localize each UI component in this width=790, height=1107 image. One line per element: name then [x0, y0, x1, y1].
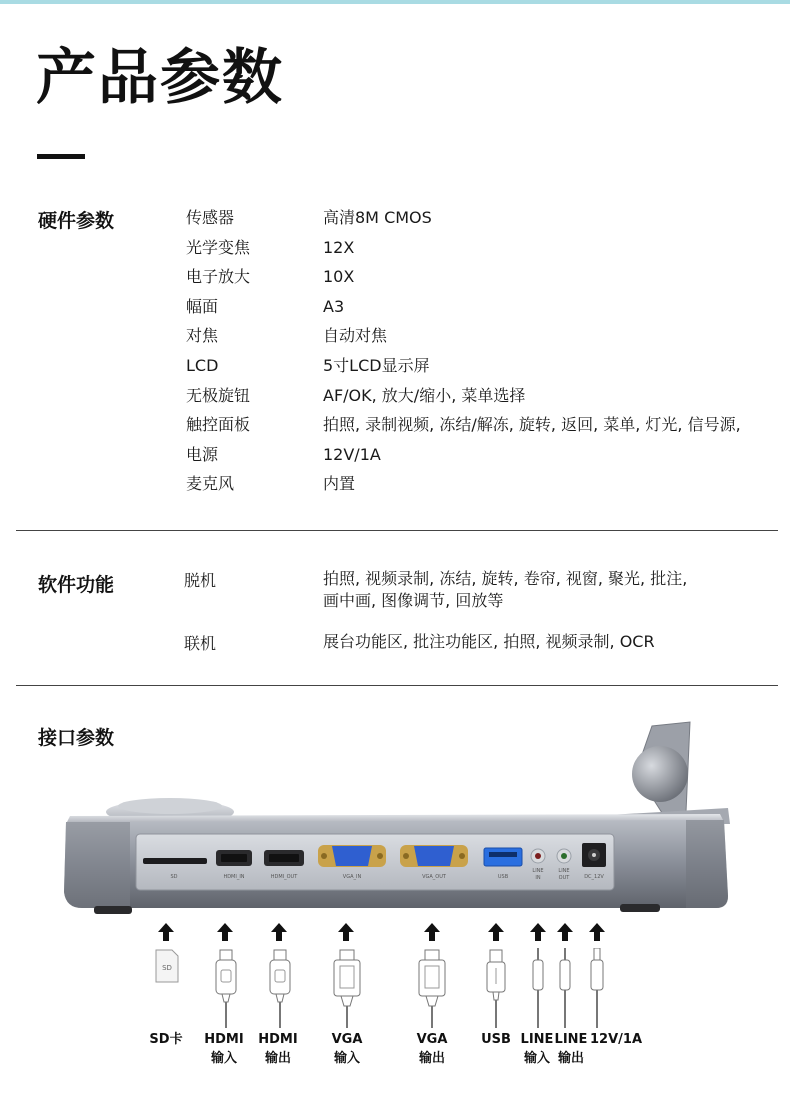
page-title: 产品参数	[36, 43, 284, 113]
spec-label: LCD	[186, 355, 219, 375]
port-caption-line1: VGA	[416, 1032, 448, 1047]
port-caption-line1: VGA	[331, 1032, 363, 1047]
port-caption-line1: HDMI	[258, 1032, 298, 1047]
port-caption-line1: LINE	[520, 1032, 554, 1047]
sd-card-icon	[152, 948, 180, 988]
arrow-up-icon	[215, 922, 235, 946]
spec-row	[186, 262, 776, 292]
arrow-up-icon	[587, 922, 607, 946]
spec-row	[186, 381, 776, 411]
spec-value: AF/OK, 放大/缩小, 菜单选择	[323, 385, 526, 405]
panel-label-vga-out: VGA_OUT	[422, 874, 446, 880]
hardware-spec-list	[186, 203, 776, 499]
dc-power-plug-icon	[588, 948, 606, 1032]
panel-label-dc: DC_12V	[584, 874, 604, 880]
panel-label-sd: SD	[170, 874, 178, 880]
audio-jack-icon	[556, 948, 574, 1032]
hdmi-cable-icon	[267, 948, 293, 1032]
hardware-heading: 硬件参数	[38, 210, 115, 232]
port-caption-line1: SD卡	[149, 1032, 183, 1047]
spec-value: 拍照, 录制视频, 冻结/解冻, 旋转, 返回, 菜单, 灯光, 信号源,	[323, 415, 741, 435]
port-caption-vga-out	[411, 1030, 453, 1068]
panel-label-line-out-1: LINE	[558, 868, 570, 874]
spec-row	[186, 440, 776, 470]
panel-label-line-in-1: LINE	[532, 868, 544, 874]
port-caption-line2: 输出	[557, 1051, 584, 1066]
port-caption-line1: USB	[481, 1032, 511, 1047]
port-caption-line-in	[519, 1030, 555, 1068]
spec-value: 高清8M CMOS	[323, 208, 432, 227]
spec-label: 麦克风	[186, 474, 235, 494]
spec-label: 电子放大	[186, 267, 251, 287]
spec-label: 光学变焦	[186, 237, 251, 257]
software-online-text: 展台功能区, 批注功能区, 拍照, 视频录制, OCR	[323, 632, 655, 651]
software-offline-label: 脱机	[184, 571, 217, 590]
spec-label: 触控面板	[186, 415, 251, 435]
spec-label: 传感器	[186, 208, 235, 227]
interface-heading: 接口参数	[38, 727, 115, 749]
port-caption-sd	[146, 1030, 186, 1049]
port-caption-vga-in	[326, 1030, 368, 1068]
panel-label-hdmi-in: HDMI_IN	[223, 874, 245, 880]
spec-value: 自动对焦	[323, 326, 388, 346]
panel-label-line-out-2: OUT	[558, 875, 570, 881]
vga-cable-icon	[416, 948, 448, 1032]
spec-value: 内置	[323, 474, 356, 494]
port-caption-line2: 输出	[264, 1051, 291, 1066]
top-accent-strip	[0, 0, 790, 4]
spec-value: 5寸LCD显示屏	[323, 355, 430, 375]
spec-value: A3	[323, 296, 345, 316]
spec-row	[186, 351, 776, 381]
spec-value: 12V/1A	[323, 444, 381, 464]
software-offline-line1: 拍照, 视频录制, 冻结, 旋转, 卷帘, 视窗, 聚光, 批注,	[323, 569, 688, 588]
panel-label-vga-in: VGA_IN	[342, 874, 362, 880]
port-caption-line1: 12V/1A	[590, 1032, 643, 1047]
arrow-up-icon	[336, 922, 356, 946]
port-caption-line2: 输入	[333, 1051, 360, 1066]
arrow-up-icon	[528, 922, 548, 946]
port-caption-usb	[478, 1030, 514, 1049]
software-online-value	[323, 631, 763, 653]
vga-cable-icon	[331, 948, 363, 1032]
port-caption-line2: 输出	[418, 1051, 445, 1066]
sd-card-chip-text: SD	[162, 964, 172, 972]
port-caption-line1: LINE	[554, 1032, 588, 1047]
software-offline-value	[323, 568, 763, 612]
arrow-up-icon	[486, 922, 506, 946]
device-rear-panel-image	[0, 712, 790, 932]
panel-label-hdmi-out: HDMI_OUT	[270, 874, 298, 880]
spec-value: 10X	[323, 267, 355, 287]
port-caption-hdmi-in	[203, 1030, 245, 1068]
section-divider	[16, 530, 778, 531]
spec-row	[186, 410, 776, 440]
usb-cable-icon	[485, 948, 507, 1032]
spec-row	[186, 292, 776, 322]
title-underline	[37, 154, 85, 159]
spec-row	[186, 469, 776, 499]
port-caption-line-out	[553, 1030, 589, 1068]
spec-row	[186, 233, 776, 263]
port-caption-line2: 输入	[210, 1051, 237, 1066]
section-divider	[16, 685, 778, 686]
panel-label-line-in-2: IN	[535, 875, 541, 881]
panel-label-usb: USB	[497, 874, 509, 880]
spec-row	[186, 203, 776, 233]
spec-row	[186, 321, 776, 351]
spec-label: 电源	[186, 444, 219, 464]
arrow-up-icon	[269, 922, 289, 946]
spec-label: 无极旋钮	[186, 385, 251, 405]
port-caption-line2: 输入	[523, 1051, 550, 1066]
arrow-up-icon	[422, 922, 442, 946]
spec-label: 幅面	[186, 296, 219, 316]
audio-jack-icon	[529, 948, 547, 1032]
software-online-label: 联机	[184, 634, 217, 653]
arrow-up-icon	[156, 922, 176, 946]
spec-label: 对焦	[186, 326, 219, 346]
software-heading: 软件功能	[38, 574, 115, 596]
arrow-up-icon	[555, 922, 575, 946]
spec-value: 12X	[323, 237, 355, 257]
port-caption-dc	[590, 1030, 643, 1049]
port-caption-hdmi-out	[257, 1030, 299, 1068]
hdmi-cable-icon	[213, 948, 239, 1032]
port-caption-line1: HDMI	[204, 1032, 244, 1047]
software-offline-line2: 画中画, 图像调节, 回放等	[323, 591, 504, 610]
